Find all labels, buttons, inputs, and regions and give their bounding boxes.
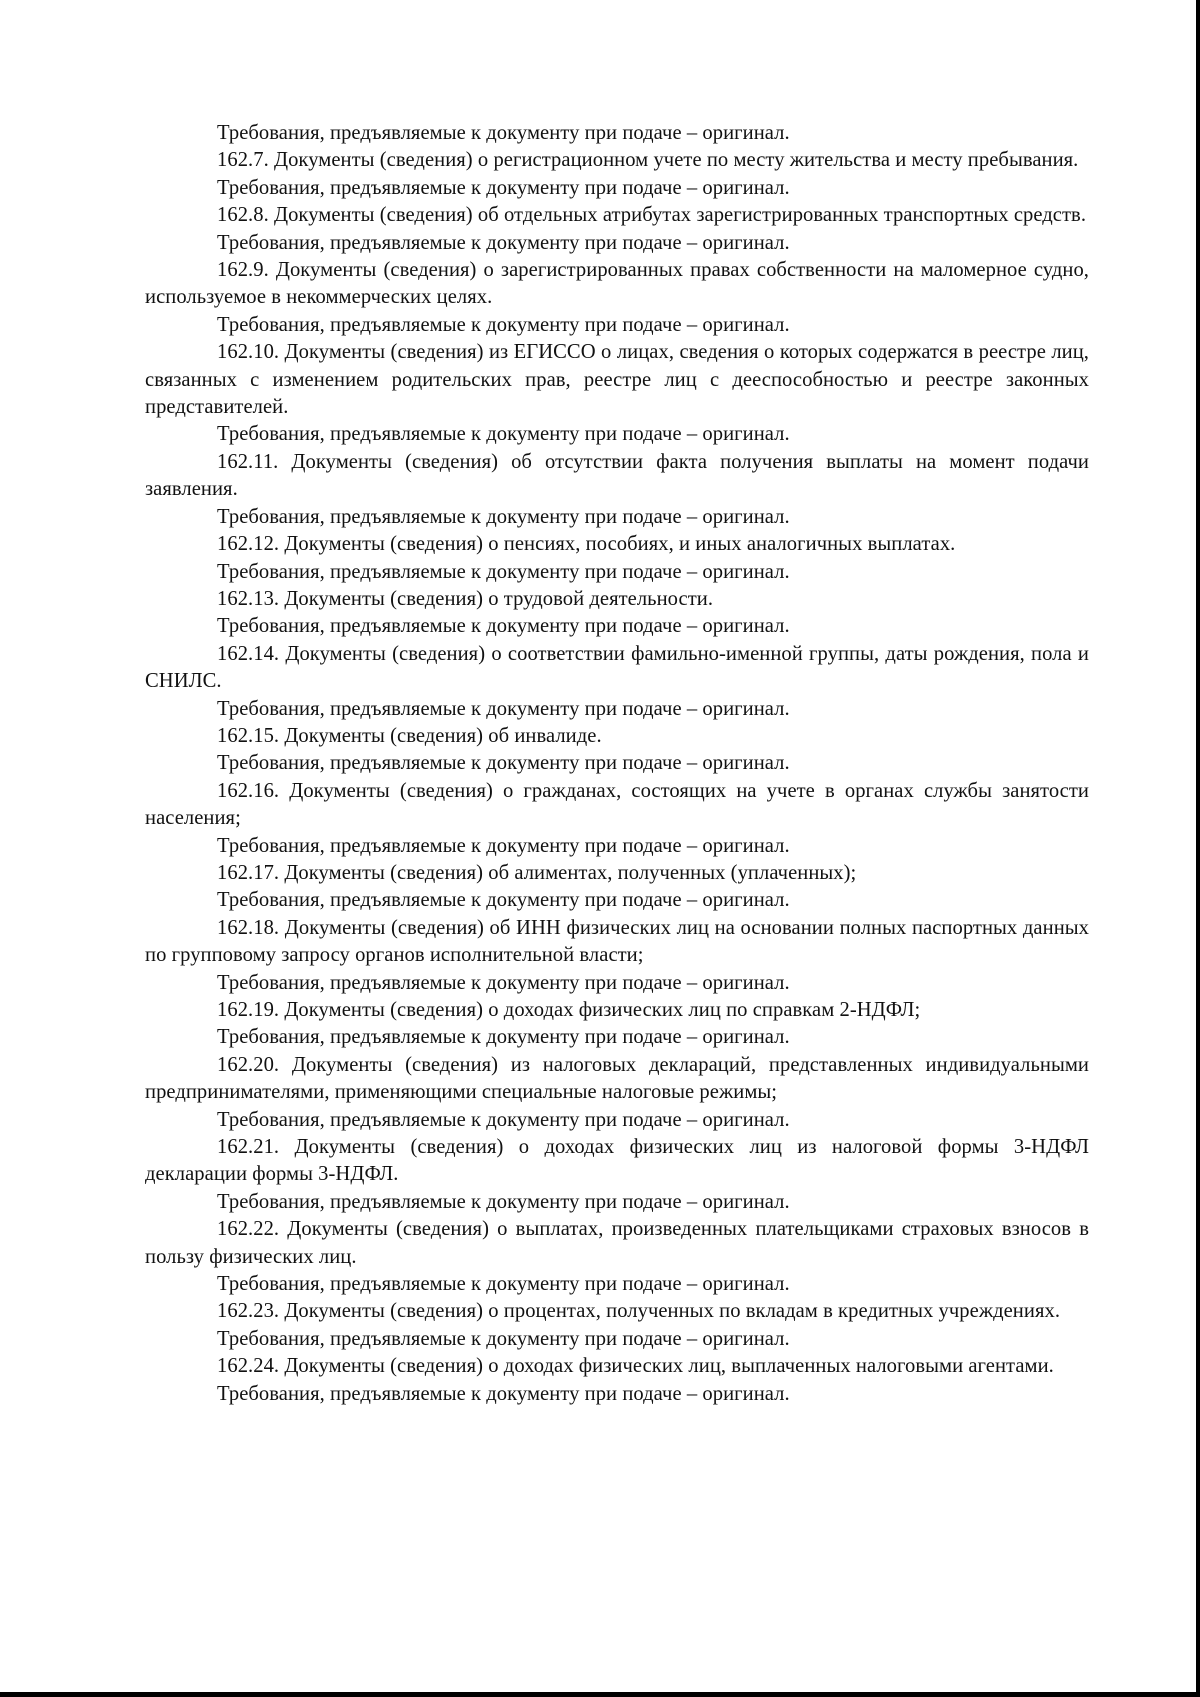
requirement-paragraph: Требования, предъявляемые к документу при подаче – оригинал. (217, 231, 790, 254)
item-162-17: 162.17. Документы (сведения) об алиментах, полученных (уплаченных); (217, 861, 857, 884)
requirement-paragraph: Требования, предъявляемые к документу при подаче – оригинал. (217, 697, 790, 720)
requirement-paragraph: Требования, предъявляемые к документу при подаче – оригинал. (217, 176, 790, 199)
requirement-paragraph: Требования, предъявляемые к документу при подаче – оригинал. (217, 615, 790, 638)
item-162-9: 162.9. Документы (сведения) о зарегистрированных правах собственности на маломерное судно, используемое в некоммерческих целях. (145, 259, 1089, 309)
requirement-paragraph: Требования, предъявляемые к документу при подаче – оригинал. (217, 423, 790, 446)
item-162-15: 162.15. Документы (сведения) об инвалиде. (217, 724, 602, 747)
item-162-10: 162.10. Документы (сведения) из ЕГИССО о лицах, сведения о которых содержатся в реестре лиц, связанных с изменением родительских прав, реестре лиц с дееспособностью и реестре законных представителей. (145, 341, 1089, 419)
requirement-paragraph: Требования, предъявляемые к документу при подаче – оригинал. (217, 752, 790, 775)
item-162-8: 162.8. Документы (сведения) об отдельных атрибутах зарегистрированных транспортных средств. (217, 204, 1087, 227)
requirement-paragraph: Требования, предъявляемые к документу при подаче – оригинал. (217, 505, 790, 528)
requirement-paragraph: Требования, предъявляемые к документу при подаче – оригинал. (217, 560, 790, 583)
requirement-paragraph: Требования, предъявляемые к документу при подаче – оригинал. (217, 313, 790, 336)
requirement-paragraph: Требования, предъявляемые к документу при подаче – оригинал. (217, 1190, 790, 1213)
item-162-21: 162.21. Документы (сведения) о доходах физических лиц из налоговой формы 3-НДФЛ декларации формы 3-НДФЛ. (145, 1136, 1089, 1186)
item-162-14: 162.14. Документы (сведения) о соответствии фамильно-именной группы, даты рождения, пола и СНИЛС. (145, 642, 1089, 693)
requirement-paragraph: Требования, предъявляемые к документу при подаче – оригинал. (217, 1382, 790, 1405)
item-162-20: 162.20. Документы (сведения) из налоговых деклараций, представленных индивидуальными предпринимателями, применяющими специальные налоговые режимы; (145, 1053, 1089, 1104)
item-162-16: 162.16. Документы (сведения) о гражданах, состоящих на учете в органах службы занятости населения; (145, 779, 1089, 830)
item-162-12: 162.12. Документы (сведения) о пенсиях, пособиях, и иных аналогичных выплатах. (217, 533, 956, 556)
requirement-paragraph: Требования, предъявляемые к документу при подаче – оригинал. (217, 122, 790, 144)
item-162-13: 162.13. Документы (сведения) о трудовой деятельности. (217, 587, 714, 610)
item-162-24: 162.24. Документы (сведения) о доходах физических лиц, выплаченных налоговыми агентами. (217, 1355, 1054, 1378)
requirement-paragraph: Требования, предъявляемые к документу при подаче – оригинал. (217, 1273, 790, 1296)
page-edge-bottom (0, 1692, 1200, 1697)
item-162-22: 162.22. Документы (сведения) о выплатах, произведенных плательщиками страховых взносов в пользу физических лиц. (145, 1218, 1089, 1268)
requirement-paragraph: Требования, предъявляемые к документу при подаче – оригинал. (217, 834, 790, 857)
item-162-19: 162.19. Документы (сведения) о доходах физических лиц по справкам 2-НДФЛ; (217, 999, 921, 1021)
requirement-paragraph: Требования, предъявляемые к документу при подаче – оригинал. (217, 1327, 790, 1350)
requirement-paragraph: Требования, предъявляемые к документу при подаче – оригинал. (217, 889, 790, 912)
page-edge-right (1196, 0, 1200, 1697)
item-162-23: 162.23. Документы (сведения) о процентах, полученных по вкладам в кредитных учреждениях. (217, 1300, 1061, 1323)
item-162-7: 162.7. Документы (сведения) о регистрационном учете по месту жительства и месту пребывания. (217, 149, 1079, 172)
requirement-paragraph: Требования, предъявляемые к документу при подаче – оригинал. (217, 1026, 790, 1049)
document-body (145, 120, 1089, 1408)
requirement-paragraph: Требования, предъявляемые к документу при подаче – оригинал. (217, 971, 790, 994)
item-162-11: 162.11. Документы (сведения) об отсутствии факта получения выплаты на момент подачи заявления. (145, 450, 1089, 501)
item-162-18: 162.18. Документы (сведения) об ИНН физических лиц на основании полных паспортных данных по групповому запросу органов исполнительной власти; (145, 916, 1089, 967)
requirement-paragraph: Требования, предъявляемые к документу при подаче – оригинал. (217, 1108, 790, 1131)
